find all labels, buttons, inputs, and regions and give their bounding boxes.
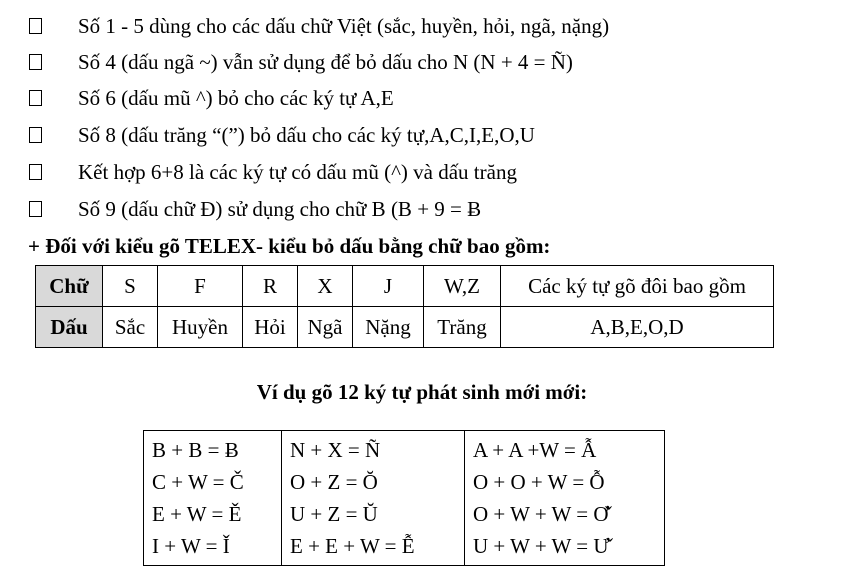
table-cell: Trăng (424, 307, 501, 348)
table-row (36, 266, 774, 307)
bullet-text: Số 6 (dấu mũ ^) bỏ cho các ký tự A,E (78, 86, 394, 110)
example-equation: E + W = Ě (152, 502, 242, 526)
table-cell: Các ký tự gõ đôi bao gồm (501, 266, 774, 307)
table-cell: S (103, 266, 158, 307)
checkbox-icon (29, 54, 42, 70)
checkbox-icon (29, 127, 42, 143)
table-cell: A,B,E,O,D (501, 307, 774, 348)
example-title: Ví dụ gõ 12 ký tự phát sinh mới mới: (256, 380, 588, 404)
checkbox-icon (29, 201, 42, 217)
table-cell: R (243, 266, 298, 307)
table-cell: Hỏi (243, 307, 298, 348)
example-equation: O + Z = Ŏ (290, 470, 378, 494)
examples-column (144, 431, 282, 566)
example-equation: I + W = Ǐ (152, 534, 230, 558)
examples-column (282, 431, 465, 566)
table-cell: Chữ (36, 266, 103, 307)
bullet-text: Số 8 (dấu trăng “(”) bỏ dấu cho các ký tự,A,C,I,E,O,U (78, 123, 535, 147)
example-equation: A + A +W = Ẫ (473, 438, 597, 462)
checkbox-icon (29, 18, 42, 34)
checkbox-icon (29, 90, 42, 106)
telex-table (35, 265, 774, 348)
example-equation: N + X = Ñ (290, 438, 381, 462)
examples-table (143, 430, 665, 566)
telex-heading: + Đối với kiểu gõ TELEX- kiểu bỏ dấu bằng chữ bao gồm: (28, 234, 551, 258)
examples-column (465, 431, 665, 566)
bullet-text: Kết hợp 6+8 là các ký tự có dấu mũ (^) và dấu trăng (78, 160, 517, 184)
example-equation: B + B = Ƀ (152, 438, 239, 462)
table-cell: Dấu (36, 307, 103, 348)
bullet-text: Số 9 (dấu chữ Đ) sử dụng cho chữ B (B + 9 = Ƀ (78, 197, 482, 221)
table-cell: W,Z (424, 266, 501, 307)
example-equation: E + E + W = Ễ (290, 534, 415, 558)
table-cell: J (353, 266, 424, 307)
table-cell: Ngã (298, 307, 353, 348)
table-cell: Sắc (103, 307, 158, 348)
table-cell: X (298, 266, 353, 307)
table-cell: F (158, 266, 243, 307)
example-equation: U + Z = Ŭ (290, 502, 378, 526)
example-equation: U + W + W = Ư̌ (473, 534, 610, 558)
table-row (36, 307, 774, 348)
table-cell: Nặng (353, 307, 424, 348)
example-equation: C + W = Č (152, 470, 244, 494)
example-equation: O + O + W = Ỗ (473, 470, 605, 494)
checkbox-icon (29, 164, 42, 180)
table-row (144, 431, 665, 566)
table-cell: Huyền (158, 307, 243, 348)
bullet-text: Số 1 - 5 dùng cho các dấu chữ Việt (sắc, huyền, hỏi, ngã, nặng) (78, 14, 610, 38)
bullet-text: Số 4 (dấu ngã ~) vẫn sử dụng để bỏ dấu cho N (N + 4 = Ñ) (78, 50, 573, 74)
example-equation: O + W + W = Ơ̌ (473, 502, 609, 526)
